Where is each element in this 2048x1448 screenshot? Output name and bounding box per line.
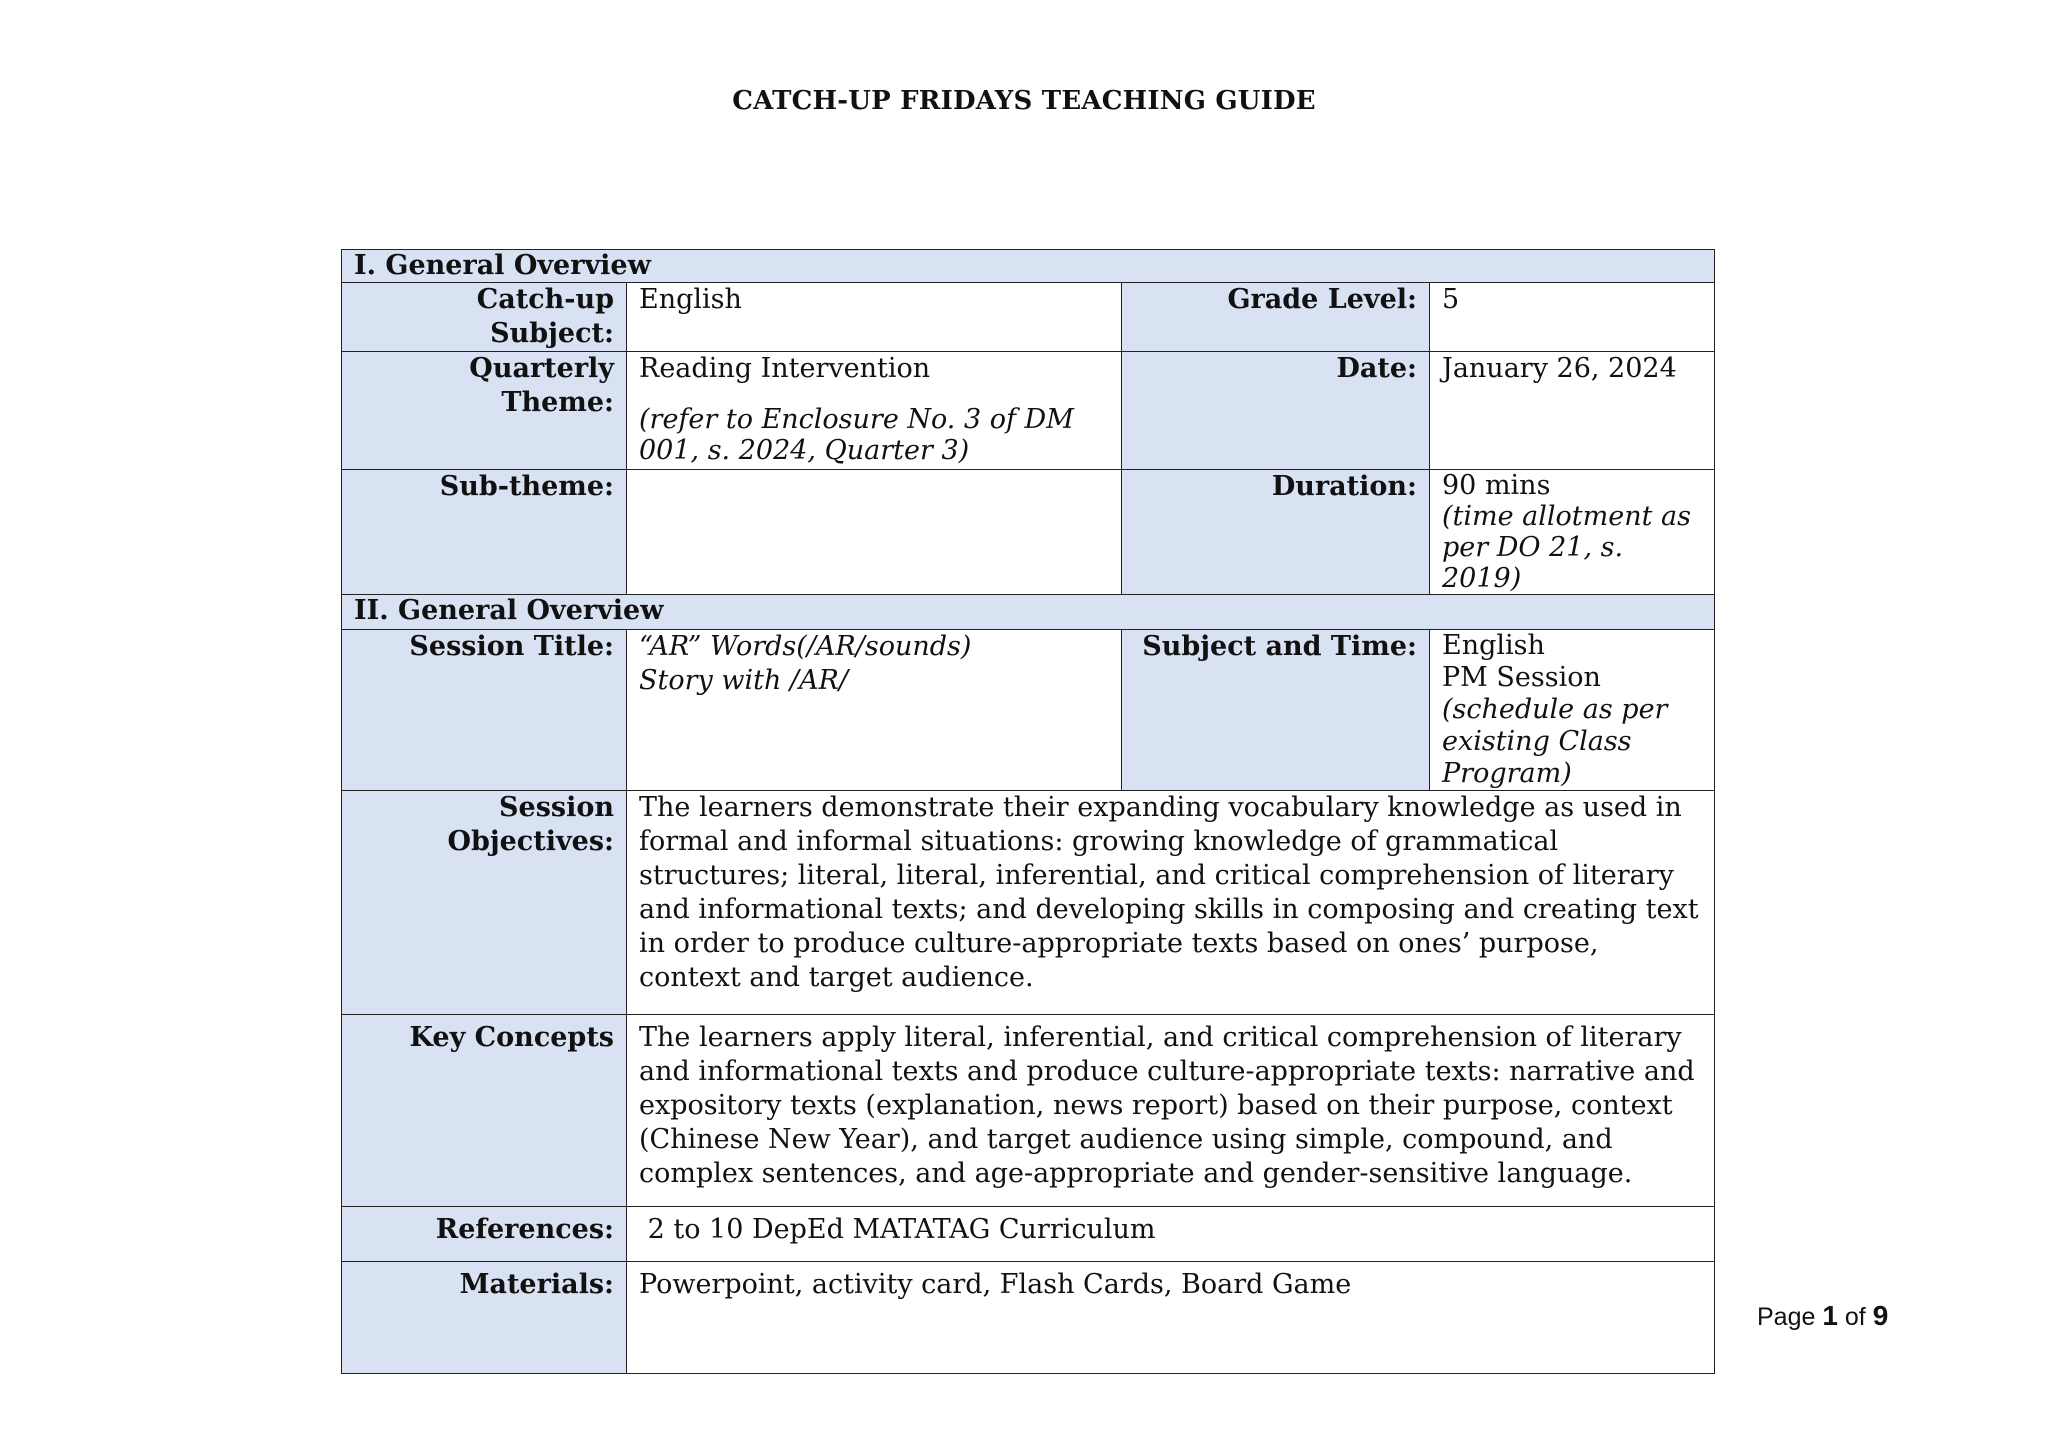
duration-cell bbox=[1430, 470, 1715, 595]
page-total: 9 bbox=[1872, 1300, 1889, 1331]
duration-value: 90 mins bbox=[1442, 470, 1551, 501]
subject-time-line-1: English bbox=[1442, 630, 1545, 661]
subject-time-line-2: PM Session bbox=[1442, 662, 1601, 693]
teaching-guide-table bbox=[341, 249, 1715, 1374]
session-title-line-1: “AR” Words(/AR/sounds) bbox=[639, 631, 972, 662]
row-objectives bbox=[342, 791, 1715, 1015]
objectives-label-cell bbox=[342, 791, 627, 1015]
quarterly-theme-value: Reading Intervention bbox=[639, 353, 931, 384]
sub-theme-value bbox=[627, 470, 1122, 595]
row-materials bbox=[342, 1262, 1715, 1374]
session-title-cell bbox=[627, 630, 1122, 791]
references-label: References: bbox=[342, 1207, 627, 1262]
section-heading: I. General Overview bbox=[342, 250, 1715, 283]
quarterly-theme-note: (refer to Enclosure No. 3 of DM 001, s. 2024, Quarter 3) bbox=[639, 404, 1074, 466]
session-title-label: Session Title: bbox=[342, 630, 627, 791]
date-label: Date: bbox=[1122, 352, 1430, 470]
catchup-subject-value: English bbox=[627, 283, 1122, 352]
subject-time-cell bbox=[1430, 630, 1715, 791]
sub-theme-label: Sub-theme: bbox=[342, 470, 627, 595]
row-references bbox=[342, 1207, 1715, 1262]
grade-level-value: 5 bbox=[1430, 283, 1715, 352]
page-prefix: Page bbox=[1757, 1303, 1816, 1331]
quarterly-theme-cell bbox=[627, 352, 1122, 470]
objectives-label-line-1: Session bbox=[499, 792, 614, 823]
section-heading-2: II. General Overview bbox=[342, 595, 1715, 630]
section-row-general-overview-2 bbox=[342, 595, 1715, 630]
objectives-text: The learners demonstrate their expanding vocabulary knowledge as used in formal and informal situations: growing knowledge of grammatical structures; literal, literal, inferential, and critical comprehension of literary and informational texts; and developing skills in composing and creating text in order to produce culture-appropriate texts based on ones’ purpose, context and target audience. bbox=[627, 791, 1715, 1015]
duration-note: (time allotment as per DO 21, s. 2019) bbox=[1442, 501, 1692, 594]
materials-label: Materials: bbox=[342, 1262, 627, 1374]
key-concepts-text: The learners apply literal, inferential, and critical comprehension of literary and informational texts and produce culture-appropriate texts: narrative and expository texts (explanation, news report) based on their purpose, context (Chinese New Year), and target audience using simple, compound, and complex sentences, and age-appropriate and gender-sensitive language. bbox=[627, 1015, 1715, 1207]
date-value: January 26, 2024 bbox=[1430, 352, 1715, 470]
objectives-label-line-2: Objectives: bbox=[447, 826, 614, 857]
row-key-concepts bbox=[342, 1015, 1715, 1207]
page-number bbox=[1757, 1300, 1888, 1332]
document-title: CATCH-UP FRIDAYS TEACHING GUIDE bbox=[732, 86, 1316, 116]
materials-text: Powerpoint, activity card, Flash Cards, Board Game bbox=[627, 1262, 1715, 1374]
session-title-line-2: Story with /AR/ bbox=[639, 665, 848, 696]
row-subject-grade bbox=[342, 283, 1715, 352]
catchup-subject-label: Catch-up Subject: bbox=[342, 283, 627, 352]
row-theme-date bbox=[342, 352, 1715, 470]
row-subtheme-duration bbox=[342, 470, 1715, 595]
key-concepts-label: Key Concepts bbox=[342, 1015, 627, 1207]
page-of: of bbox=[1844, 1303, 1866, 1331]
duration-label: Duration: bbox=[1122, 470, 1430, 595]
references-text: 2 to 10 DepEd MATATAG Curriculum bbox=[627, 1207, 1715, 1262]
grade-level-label: Grade Level: bbox=[1122, 283, 1430, 352]
quarterly-theme-label: Quarterly Theme: bbox=[342, 352, 627, 470]
subject-time-label: Subject and Time: bbox=[1122, 630, 1430, 791]
section-row-general-overview-1 bbox=[342, 250, 1715, 283]
row-session-title bbox=[342, 630, 1715, 791]
page-current: 1 bbox=[1822, 1300, 1838, 1331]
subject-time-note: (schedule as per existing Class Program) bbox=[1442, 694, 1668, 789]
